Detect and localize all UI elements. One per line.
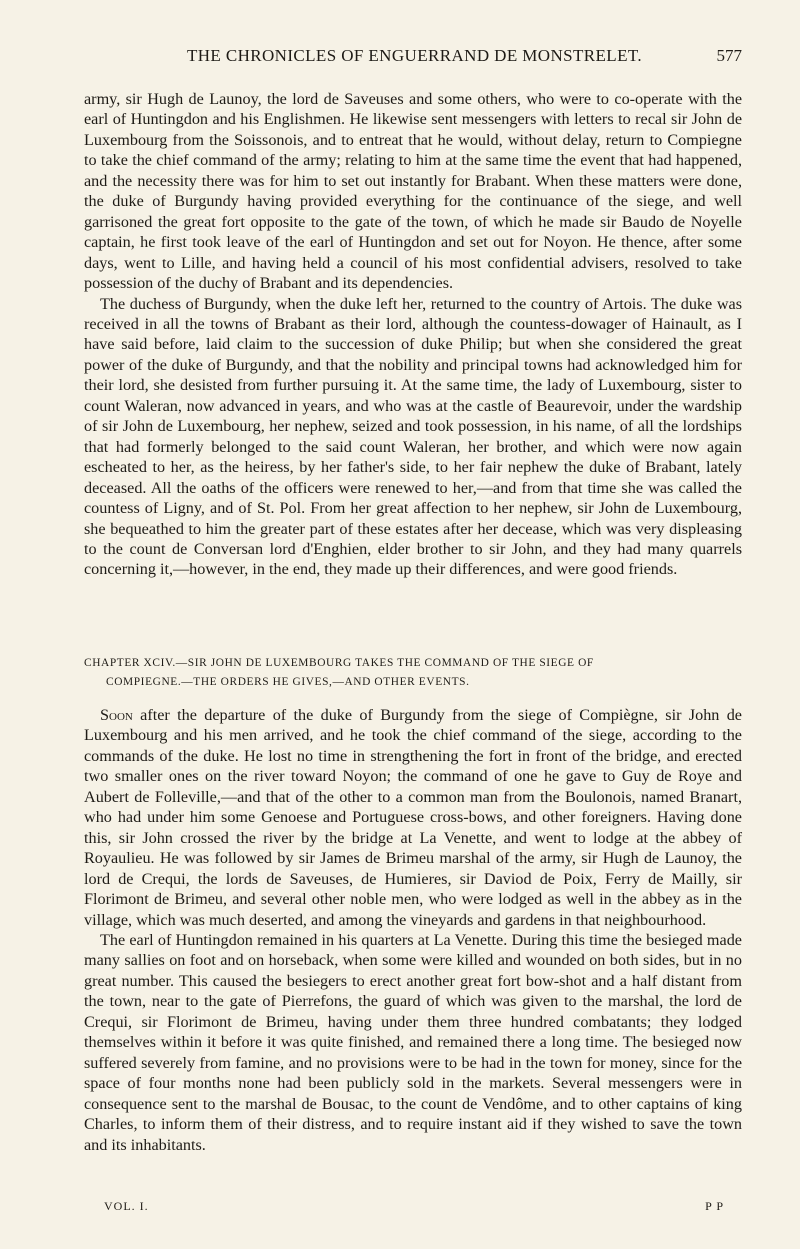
paragraph: The duchess of Burgundy, when the duke left her, returned to the country of Artois. The duke was received in all the towns of Brabant as their lord, although the countess-dowager of Hainault, as I have said before, laid claim to the succession of duke Philip; but when she considered the great power of the duke of Burgundy, and that the nobility and principal towns had acknowledged him for their lord, she desisted from further pursuing it. At the same time, the lady of Luxembourg, sister to count Waleran, now advanced in years, and who was at the castle of Beaurevoir, under the wardship of sir John de Luxembourg, her nephew, seized and took possession, in his name, of all the lordships that had formerly belonged to the said count Waleran, her brother, and which were now again escheated to her, as the heiress, by her father's side, to her fair nephew the duke of Brabant, lately deceased. All the oaths of the officers were renewed to her,—and from that time she was called the countess of Ligny, and of St. Pol. From her great affection to her nephew, sir John de Luxembourg, she bequeathed to him the greater part of these estates after her decease, which was very displeasing to the count de Conversan lord d'Enghien, elder brother to sir John, and they had many quarrels concerning it,—however, in the end, they made up their differences, and were good friends. bbox=[84, 294, 742, 579]
text-block-bottom bbox=[84, 705, 742, 1155]
opening-word: Soon bbox=[100, 706, 133, 724]
paragraph: army, sir Hugh de Launoy, the lord de Saveuses and some others, who were to co-operate with the earl of Huntingdon and his Englishmen. He likewise sent messengers with letters to recal sir John de Luxembourg from the Soissonois, and to entreat that he would, without delay, return to Compiegne to take the chief command of the army; relating to him at the same time the event that had happened, and the necessity there was for him to set out instantly for Brabant. When these matters were done, the duke of Burgundy having provided everything for the continuance of the siege, and well garrisoned the great fort opposite to the gate of the town, of which he made sir Baudo de Noyelle captain, he first took leave of the earl of Huntingdon and set out for Noyon. He thence, after some days, went to Lille, and having held a council of his most confidential advisers, resolved to take possession of the duchy of Brabant and its dependencies. bbox=[84, 90, 742, 293]
chapter-heading-line: CHAPTER XCIV.—SIR JOHN DE LUXEMBOURG TAKES THE COMMAND OF THE SIEGE OF bbox=[84, 657, 594, 669]
page-number: 577 bbox=[716, 46, 742, 65]
paragraph bbox=[84, 705, 742, 930]
paragraph: The earl of Huntingdon remained in his quarters at La Venette. During this time the besieged made many sallies on foot and on horseback, when some were killed and wounded on both sides, but in no great number. This caused the besiegers to erect another great fort bow-shot and a half distant from the town, near to the gate of Pierrefons, the guard of which was given to the marshal, the lord de Crequi, sir Florimont de Brimeu, having under them three hundred combatants; they lodged themselves within it before it was quite finished, and remained there a long time. The besieged now suffered severely from famine, and no provisions were to be had in the town for money, since for the space of four months none had been publicly sold in the markets. Several messengers were in consequence sent to the marshal de Bousac, to the count de Vendôme, and to other captains of king Charles, to inform them of their distress, and to require instant aid if they wished to save the town and its inhabitants. bbox=[84, 930, 742, 1154]
text-block-top bbox=[84, 89, 742, 580]
running-title: THE CHRONICLES OF ENGUERRAND DE MONSTRELET. bbox=[186, 46, 643, 65]
page-footer bbox=[104, 1199, 724, 1219]
signature-mark: P P bbox=[705, 1199, 724, 1213]
chapter-heading bbox=[84, 654, 742, 692]
paragraph-text: after the departure of the duke of Burgundy from the siege of Compiègne, sir John de Luxembourg and his men arrived, and he took the chief command of the siege, according to the commands of the duke. He lost no time in strengthening the fort in front of the bridge, and erected two smaller ones on the river toward Noyon; the command of one he gave to Guy de Roye and Aubert de Folleville,—and that of the other to a common man from the Boulonois, named Branart, who had under him some Genoese and Portuguese cross-bows, and other foreigners. Having done this, sir John crossed the river by the bridge at La Venette, and went to lodge at the abbey of Royaulieu. He was followed by sir James de Brimeu marshal of the army, sir Hugh de Launoy, the lord de Crequi, the lords de Saveuses, de Humieres, sir Daviod de Poix, Ferry de Mailly, sir Florimont de Brimeu, and several other noble men, who were lodged as well in the abbey as in the village, which was much deserted, and among the vineyards and gardens in that neighbourhood. bbox=[84, 706, 742, 929]
running-head bbox=[87, 46, 742, 68]
chapter-heading-line: COMPIEGNE.—THE ORDERS HE GIVES,—AND OTHER EVENTS. bbox=[106, 676, 470, 688]
volume-mark: VOL. I. bbox=[104, 1199, 149, 1213]
